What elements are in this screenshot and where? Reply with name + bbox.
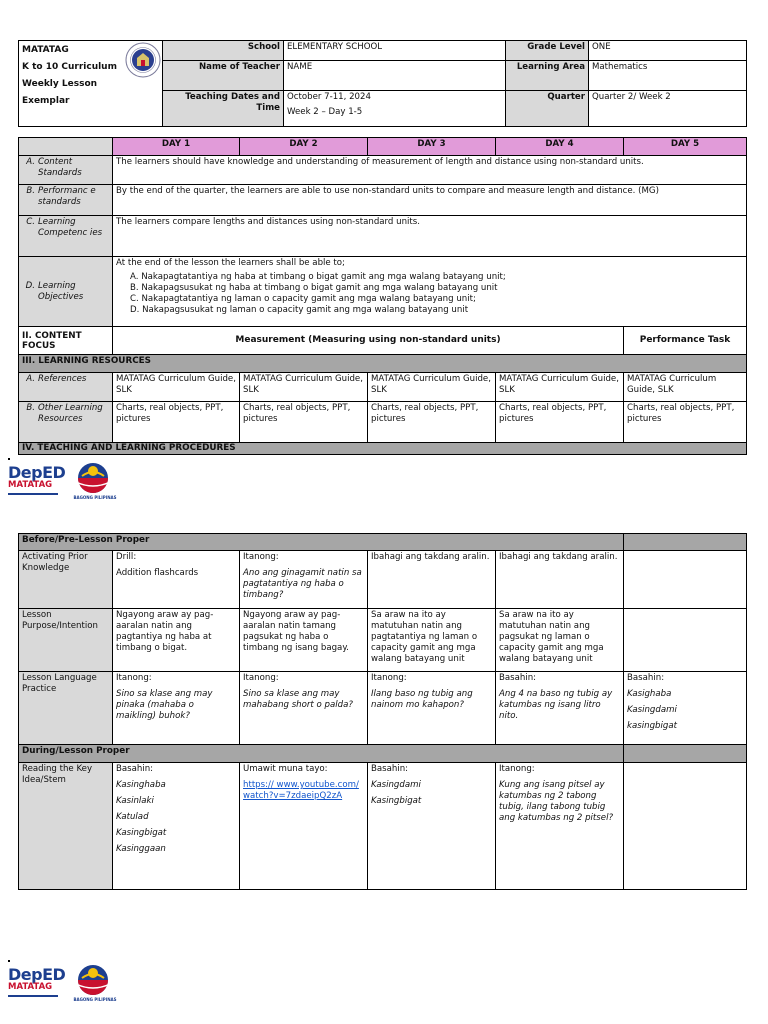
activating-day-2 bbox=[240, 551, 368, 609]
area-value: Mathematics bbox=[589, 61, 747, 91]
activating-day-4: Ibahagi ang takdang aralin. bbox=[496, 551, 624, 609]
lesson-table bbox=[18, 137, 747, 455]
reading-day-1 bbox=[113, 763, 240, 890]
language-day-5-word: Kasingdami bbox=[627, 705, 677, 715]
language-day-3 bbox=[368, 672, 496, 745]
other-resources-day-2: Charts, real objects, PPT, pictures bbox=[240, 402, 368, 443]
deped-logo-word: DepED bbox=[8, 965, 66, 984]
youtube-link[interactable]: https:// www.youtube.com/ watch?v=7zdaeipQ2zA bbox=[243, 780, 359, 801]
matatag-logo-text: MATATAG bbox=[8, 480, 53, 490]
competencies-label bbox=[19, 216, 113, 257]
procedures-table bbox=[18, 533, 747, 890]
activating-day-5 bbox=[624, 551, 747, 609]
content-focus-label: II. CONTENT FOCUS bbox=[19, 327, 113, 355]
footer-logos bbox=[8, 462, 118, 500]
dates-label: Teaching Dates and Time bbox=[163, 91, 284, 127]
page-marker bbox=[8, 458, 10, 460]
day-header-3: DAY 3 bbox=[368, 138, 496, 156]
bagong-pilipinas-caption: BAGONG PILIPINAS bbox=[73, 997, 117, 1002]
language-day-2 bbox=[240, 672, 368, 745]
references-day-5: MATATAG Curriculum Guide, SLK bbox=[624, 373, 747, 402]
language-day-1-b: Sino sa klase ang may pinaka (mahaba o maikling) buhok? bbox=[116, 689, 213, 721]
dates-value bbox=[284, 91, 506, 127]
learning-resources-heading: III. LEARNING RESOURCES bbox=[19, 355, 747, 373]
purpose-day-3: Sa araw na ito ay matutuhan natin ang pagtatantiya ng laman o capacity gamit ang mga walang batayang unit bbox=[368, 609, 496, 672]
activating-day-2-a: Itanong: bbox=[243, 552, 279, 562]
reading-day-3-word: Kasingbigat bbox=[371, 796, 422, 806]
reading-day-4-a: Itanong: bbox=[499, 764, 535, 774]
performance-standards-num: B. bbox=[26, 186, 35, 196]
language-day-5-word: kasingbigat bbox=[627, 721, 677, 731]
reading-day-1-word: Katulad bbox=[116, 812, 149, 822]
objectives-num: D. bbox=[25, 280, 35, 291]
reading-day-4-b: Kung ang isang pitsel ay katumbas ng 2 tabong tubig, ilang tabong tubig ang katumbas ng 2 pitsel? bbox=[499, 780, 614, 823]
bagong-pilipinas-icon bbox=[68, 964, 118, 996]
references-day-2: MATATAG Curriculum Guide, SLK bbox=[240, 373, 368, 402]
reading-day-1-word: Kasingbigat bbox=[116, 828, 167, 838]
competencies-num: C. bbox=[26, 217, 35, 227]
deped-logo-text bbox=[8, 463, 66, 482]
other-resources-num: B. bbox=[26, 403, 35, 413]
references-day-4: MATATAG Curriculum Guide, SLK bbox=[496, 373, 624, 402]
purpose-day-4: Sa araw na ito ay matutuhan natin ang pagsukat ng laman o capacity gamit ang mga walang batayang unit bbox=[496, 609, 624, 672]
bagong-pilipinas-logo bbox=[68, 462, 118, 500]
header-line-4: Exemplar bbox=[22, 96, 70, 106]
objective-item: A. Nakapagtatantiya ng haba at timbang o bigat gamit ang mga walang batayang unit; bbox=[130, 272, 506, 282]
logo-underline bbox=[8, 493, 58, 495]
dates-value-1: October 7-11, 2024 bbox=[287, 92, 371, 102]
deped-logo-text bbox=[8, 965, 66, 984]
activating-day-1-b: Addition flashcards bbox=[116, 568, 199, 578]
teacher-value: NAME bbox=[284, 61, 506, 91]
reading-day-1-word: Kasinggaan bbox=[116, 844, 166, 854]
language-day-4-a: Basahin: bbox=[499, 673, 537, 683]
objectives-value bbox=[113, 257, 747, 327]
school-value: ELEMENTARY SCHOOL bbox=[284, 41, 506, 61]
language-day-1 bbox=[113, 672, 240, 745]
competencies-value: The learners compare lengths and distances using non-standard units. bbox=[113, 216, 747, 257]
objectives-intro: At the end of the lesson the learners shall be able to; bbox=[116, 258, 345, 268]
teacher-label: Name of Teacher bbox=[163, 61, 284, 91]
header-line-1: MATATAG bbox=[22, 45, 69, 55]
logo-underline bbox=[8, 995, 58, 997]
other-resources-day-1: Charts, real objects, PPT, pictures bbox=[113, 402, 240, 443]
matatag-logo-text: MATATAG bbox=[8, 982, 53, 992]
content-standards-label bbox=[19, 156, 113, 185]
reading-label: Reading the Key Idea/Stem bbox=[19, 763, 113, 890]
objectives-list bbox=[130, 272, 743, 316]
page-marker bbox=[8, 960, 10, 962]
before-lesson-heading-blank bbox=[624, 534, 747, 551]
day-header-1: DAY 1 bbox=[113, 138, 240, 156]
performance-standards-label bbox=[19, 185, 113, 216]
reading-day-4 bbox=[496, 763, 624, 890]
header-table bbox=[18, 40, 747, 127]
language-day-4-b: Ang 4 na baso ng tubig ay katumbas ng isang litro nito. bbox=[499, 689, 613, 721]
competencies-text: Learning Competenc ies bbox=[38, 217, 103, 238]
deped-matatag-logo bbox=[8, 965, 66, 999]
activating-day-3: Ibahagi ang takdang aralin. bbox=[368, 551, 496, 609]
grade-label: Grade Level bbox=[506, 41, 589, 61]
dates-value-2: Week 2 – Day 1-5 bbox=[287, 107, 363, 117]
procedures-heading: IV. TEACHING AND LEARNING PROCEDURES bbox=[19, 443, 747, 455]
footer-logos bbox=[8, 964, 118, 1002]
reading-day-3-a: Basahin: bbox=[371, 764, 409, 774]
other-resources-day-3: Charts, real objects, PPT, pictures bbox=[368, 402, 496, 443]
grade-value: ONE bbox=[589, 41, 747, 61]
header-left-block bbox=[19, 41, 163, 127]
bagong-pilipinas-logo bbox=[68, 964, 118, 1002]
reading-day-1-word: Kasinlaki bbox=[116, 796, 154, 806]
deped-seal-icon bbox=[125, 42, 161, 78]
day-header-2: DAY 2 bbox=[240, 138, 368, 156]
activating-day-1 bbox=[113, 551, 240, 609]
activating-day-2-b: Ano ang ginagamit natin sa pagtatantiya ng haba o timbang? bbox=[243, 568, 362, 600]
quarter-label: Quarter bbox=[506, 91, 589, 127]
content-standards-num: A. bbox=[26, 157, 35, 167]
references-text: References bbox=[38, 374, 87, 384]
references-num: A. bbox=[26, 374, 35, 384]
content-focus-value: Measurement (Measuring using non-standard units) bbox=[113, 327, 624, 355]
references-day-1: MATATAG Curriculum Guide, SLK bbox=[113, 373, 240, 402]
header-line-3: Weekly Lesson bbox=[22, 79, 98, 89]
language-day-5 bbox=[624, 672, 747, 745]
reading-day-1-a: Basahin: bbox=[116, 764, 154, 774]
references-label bbox=[19, 373, 113, 402]
school-label: School bbox=[163, 41, 284, 61]
language-day-2-a: Itanong: bbox=[243, 673, 279, 683]
purpose-day-5 bbox=[624, 609, 747, 672]
bagong-pilipinas-icon bbox=[68, 462, 118, 494]
performance-standards-text: Performanc e standards bbox=[38, 186, 96, 207]
language-day-5-word: Kasighaba bbox=[627, 689, 672, 699]
reading-day-2 bbox=[240, 763, 368, 890]
references-day-3: MATATAG Curriculum Guide, SLK bbox=[368, 373, 496, 402]
reading-day-3 bbox=[368, 763, 496, 890]
language-day-4 bbox=[496, 672, 624, 745]
reading-day-1-word: Kasinghaba bbox=[116, 780, 166, 790]
performance-task-label: Performance Task bbox=[624, 327, 747, 355]
other-resources-text: Other Learning Resources bbox=[38, 403, 103, 424]
objective-item: C. Nakapagtatantiya ng laman o capacity gamit ang mga walang batayang unit; bbox=[130, 294, 476, 304]
area-label: Learning Area bbox=[506, 61, 589, 91]
language-day-3-a: Itanong: bbox=[371, 673, 407, 683]
language-day-1-a: Itanong: bbox=[116, 673, 152, 683]
language-label: Lesson Language Practice bbox=[19, 672, 113, 745]
day-header-4: DAY 4 bbox=[496, 138, 624, 156]
content-standards-text: Content Standards bbox=[38, 157, 82, 178]
during-lesson-heading-blank bbox=[624, 745, 747, 763]
reading-day-5 bbox=[624, 763, 747, 890]
content-standards-value: The learners should have knowledge and understanding of measurement of length and distance using non-standard units. bbox=[113, 156, 747, 185]
during-lesson-heading: During/Lesson Proper bbox=[19, 745, 624, 763]
reading-day-3-word: Kasingdami bbox=[371, 780, 421, 790]
language-day-5-a: Basahin: bbox=[627, 673, 665, 683]
language-day-2-b: Sino sa klase ang may mahabang short o palda? bbox=[243, 689, 353, 710]
objectives-label bbox=[19, 257, 113, 327]
deped-logo-word: DepED bbox=[8, 463, 66, 482]
other-resources-day-4: Charts, real objects, PPT, pictures bbox=[496, 402, 624, 443]
language-day-3-b: Ilang baso ng tubig ang nainom mo kahapon? bbox=[371, 689, 473, 710]
activating-label: Activating Prior Knowledge bbox=[19, 551, 113, 609]
reading-day-2-a: Umawit muna tayo: bbox=[243, 764, 328, 774]
purpose-day-2: Ngayong araw ay pag-aaralan natin tamang pagsukat ng haba o timbang ng isang bagay. bbox=[240, 609, 368, 672]
other-resources-label bbox=[19, 402, 113, 443]
purpose-day-1: Ngayong araw ay pag-aaralan natin ang pagtantiya ng haba at timbang o bigat. bbox=[113, 609, 240, 672]
other-resources-day-5: Charts, real objects, PPT, pictures bbox=[624, 402, 747, 443]
objective-item: D. Nakapagsusukat ng laman o capacity gamit ang mga walang batayang unit bbox=[130, 305, 469, 315]
day-header-5: DAY 5 bbox=[624, 138, 747, 156]
quarter-value: Quarter 2/ Week 2 bbox=[589, 91, 747, 127]
deped-matatag-logo bbox=[8, 463, 66, 497]
activating-day-1-a: Drill: bbox=[116, 552, 137, 562]
purpose-label: Lesson Purpose/Intention bbox=[19, 609, 113, 672]
objectives-text: Learning Objectives bbox=[38, 280, 84, 302]
before-lesson-heading: Before/Pre-Lesson Proper bbox=[19, 534, 624, 551]
objective-item: B. Nakapagsusukat ng haba at timbang o bigat gamit ang mga walang batayang unit bbox=[130, 283, 498, 293]
bagong-pilipinas-caption: BAGONG PILIPINAS bbox=[73, 495, 117, 500]
day-header-blank bbox=[19, 138, 113, 156]
performance-standards-value: By the end of the quarter, the learners are able to use non-standard units to compare and measure length and distance. (MG) bbox=[113, 185, 747, 216]
header-line-2: K to 10 Curriculum bbox=[22, 62, 117, 72]
